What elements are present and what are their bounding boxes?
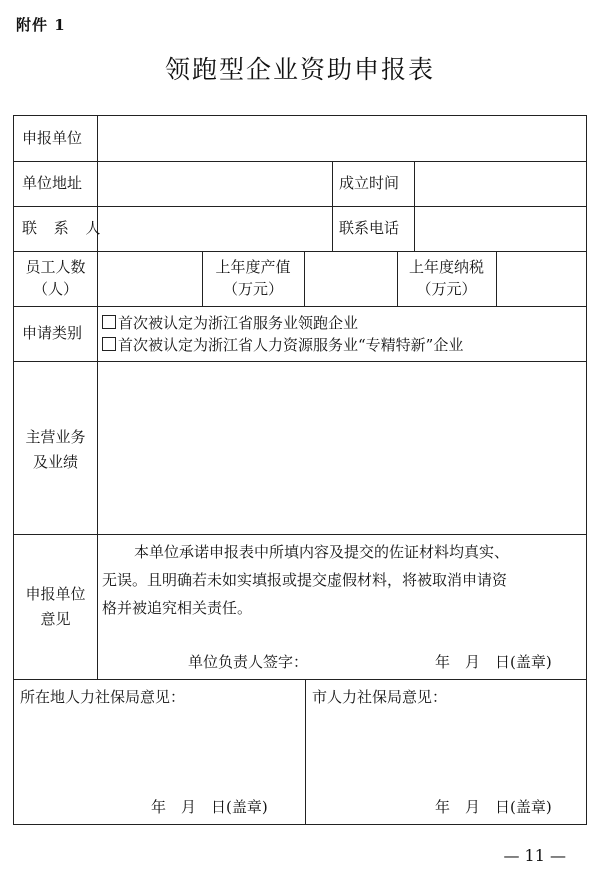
category-option-2[interactable] <box>102 334 463 356</box>
business-label-line2: 及业绩 <box>32 453 78 471</box>
label-column-divider <box>97 116 98 679</box>
employees-label-line2: （人） <box>32 280 78 298</box>
application-form-table <box>13 115 587 825</box>
column-divider <box>414 161 415 251</box>
prior-year-output-label <box>202 256 304 300</box>
form-title: 领跑型企业资助申报表 <box>164 55 435 84</box>
row-divider <box>14 161 586 162</box>
option-1-text: 首次被认定为浙江省服务业领跑企业 <box>118 314 359 332</box>
commitment-line-3: 格并被追究相关责任。 <box>102 599 253 617</box>
city-date-seal-label: 年 月 日(盖章) <box>435 798 552 816</box>
column-divider <box>305 679 306 824</box>
column-divider <box>332 161 333 251</box>
local-bureau-opinion-label: 所在地人力社保局意见： <box>20 688 186 706</box>
row-divider <box>14 534 586 535</box>
signature-label: 单位负责人签字： <box>188 653 309 671</box>
founding-date-label: 成立时间 <box>339 174 400 192</box>
employees-label <box>14 256 97 300</box>
opinion-label-line2: 意见 <box>40 610 71 628</box>
output-label-line1: 上年度产值 <box>215 258 291 276</box>
row-divider <box>14 361 586 362</box>
output-label-line2: （万元） <box>222 280 283 298</box>
prior-year-tax-label <box>397 256 496 300</box>
column-divider <box>304 251 305 306</box>
category-label: 申请类别 <box>22 324 83 342</box>
commitment-statement <box>102 538 586 622</box>
business-label-line1: 主营业务 <box>25 428 86 446</box>
city-bureau-opinion-label: 市人力社保局意见： <box>312 688 448 706</box>
employees-label-line1: 员工人数 <box>25 258 86 276</box>
page-number-text: — 11 — <box>503 846 566 865</box>
row-divider <box>14 306 586 307</box>
row-divider <box>14 679 586 680</box>
unit-opinion-label <box>14 582 97 632</box>
column-divider <box>496 251 497 306</box>
date-seal-label: 年 月 日(盖章) <box>435 653 552 671</box>
applicant-unit-label: 申报单位 <box>22 129 83 147</box>
checkbox-icon[interactable] <box>102 337 116 351</box>
row-divider <box>14 251 586 252</box>
option-2-text: 首次被认定为浙江省人力资源服务业“专精特新”企业 <box>118 336 464 354</box>
tax-label-line1: 上年度纳税 <box>408 258 484 276</box>
commitment-line-1: 本单位承诺申报表中所填内容及提交的佐证材料均真实、 <box>134 543 510 561</box>
category-option-1[interactable] <box>102 312 358 334</box>
opinion-label-line1: 申报单位 <box>25 585 86 603</box>
local-date-seal-label: 年 月 日(盖章) <box>151 798 268 816</box>
main-business-label <box>14 425 97 475</box>
contact-person-label: 联 系 人 <box>22 219 107 237</box>
tax-label-line2: （万元） <box>416 280 477 298</box>
contact-phone-label: 联系电话 <box>339 219 400 237</box>
commitment-line-2: 无误。且明确若未如实填报或提交虚假材料，将被取消申请资 <box>102 571 508 589</box>
checkbox-icon[interactable] <box>102 315 116 329</box>
unit-address-label: 单位地址 <box>22 174 83 192</box>
attachment-label: 附件 1 <box>16 16 66 34</box>
row-divider <box>14 206 586 207</box>
page-number <box>0 846 600 865</box>
